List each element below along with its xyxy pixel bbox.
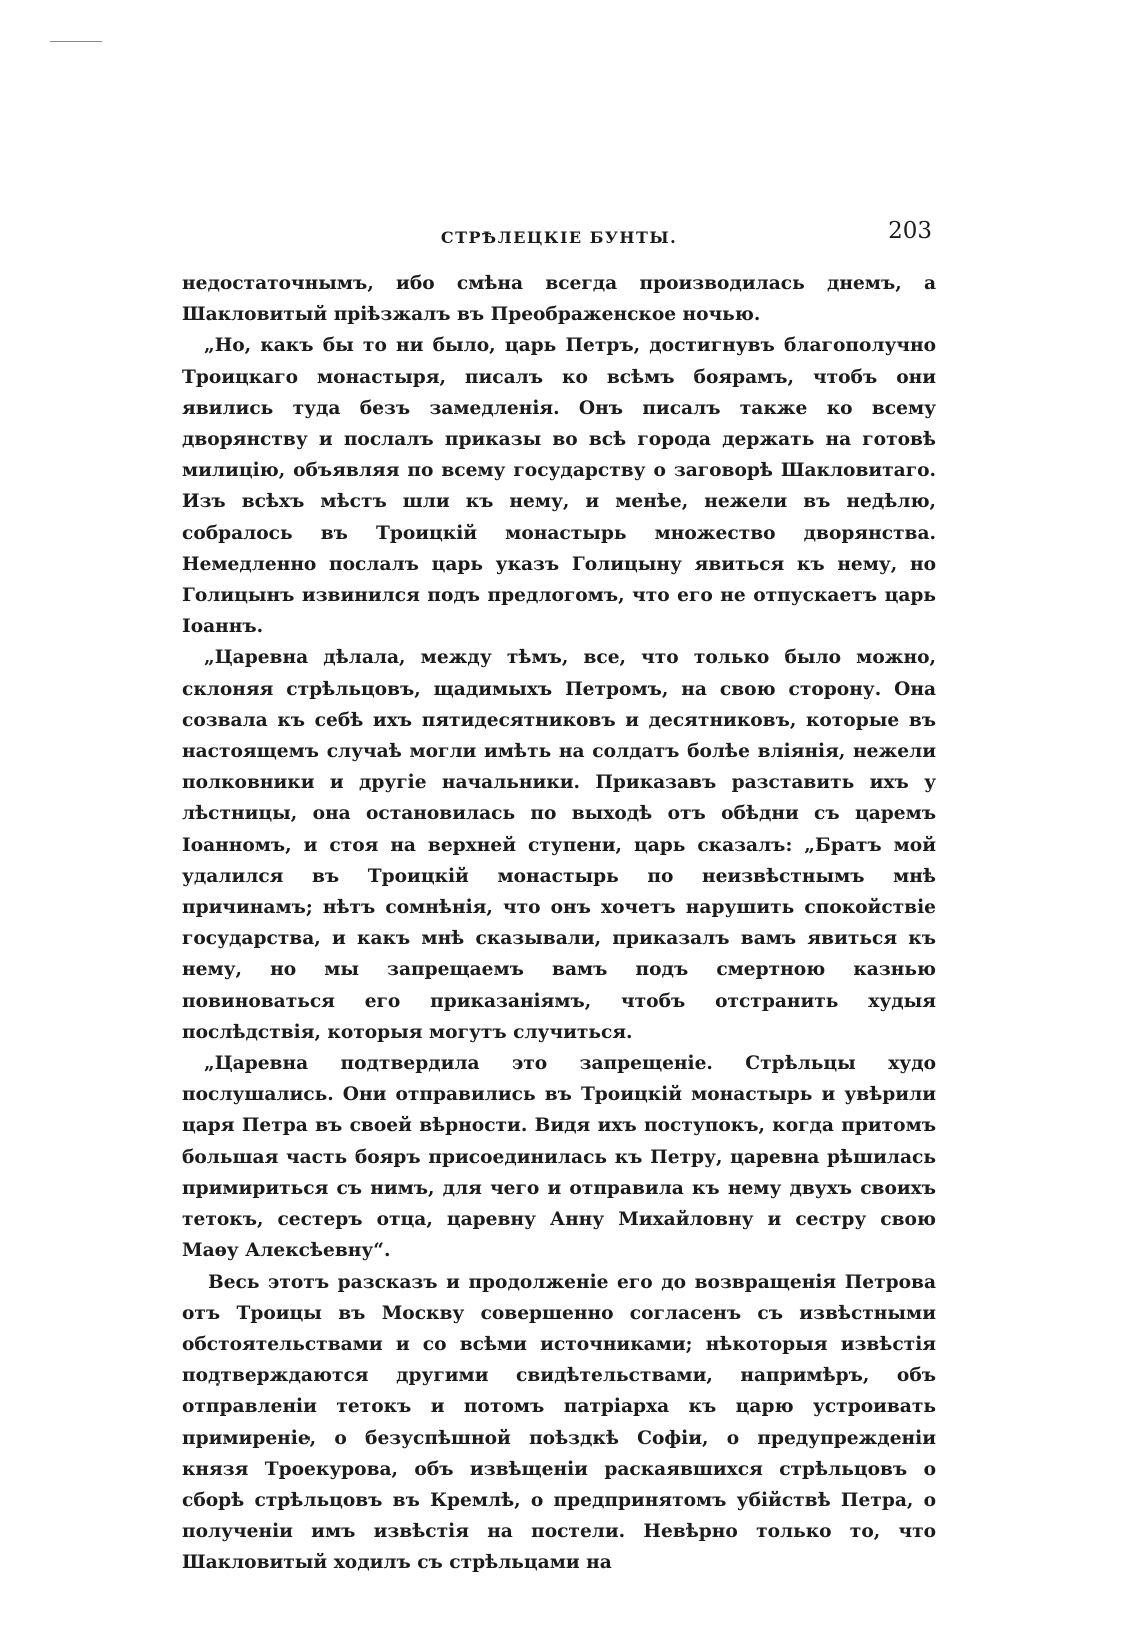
book-page [182,218,936,1579]
page-body [182,268,936,1579]
paragraph-quote-prohibition: „Царевна подтвердила это запрещеніе. Стрѣльцы худо послушались. Они отправились въ Троицкій монастырь и увѣрили царя Петра въ своей вѣрности. Видя ихъ поступокъ, когда притомъ большая часть бояръ присоединилась къ Петру, царевна рѣшилась примириться съ нимъ, для чего и отправила къ нему двухъ своихъ тетокъ, сестеръ отца, царевну Анну Михайловну и сестру свою Маѳу Алексѣевну“. [182,1053,936,1262]
running-title: СТРѢЛЕЦКІЕ БУНТЫ. [440,228,678,247]
paragraph-continuation: недостаточнымъ, ибо смѣна всегда производилась днемъ, а Шакловитый пріѣзжалъ въ Преображенское ночью. [182,273,936,326]
paragraph-commentary: Весь этотъ разсказъ и продолженіе его до возвращенія Петрова отъ Троицы въ Москву совершенно согласенъ съ извѣстными обстоятельствами и со всѣми источниками; нѣкоторыя извѣстія подтверждаются другими свидѣтельствами, напримѣръ, объ отправленіи тетокъ и потомъ патріарха къ царю устроивать примиреніе, о безуспѣшной поѣздкѣ Софіи, о предупрежденіи князя Троекурова, объ извѣщеніи раскаявшихся стрѣльцовъ о сборѣ стрѣльцовъ въ Кремлѣ, о предпринятомъ убійствѣ Петра, о полученіи имъ извѣстія на постели. Невѣрно только то, что Шакловитый ходилъ съ стрѣльцами на [182,1271,936,1574]
paragraph-quote-troitsa: „Но, какъ бы то ни было, царь Петръ, достигнувъ благополучно Троицкаго монастыря, писалъ ко всѣмъ боярамъ, чтобъ они явились туда безъ замедленія. Онъ писалъ также ко всему дворянству и послалъ приказы во всѣ города держать на готовѣ милицію, объявляя по всему государству о заговорѣ Шакловитаго. Изъ всѣхъ мѣстъ шли къ нему, и менѣе, нежели въ недѣлю, собралось въ Троицкій монастырь множество дворянства. Немедленно послалъ царь указъ Голицыну явиться къ нему, но Голицынъ извинился подъ предлогомъ, что его не отпускаетъ царь Іоаннъ. [182,335,936,638]
scan-edge-mark [50,41,102,42]
running-head [182,218,936,258]
paragraph-quote-tsarevna: „Царевна дѣлала, между тѣмъ, все, что только было можно, склоняя стрѣльцовъ, щадимыхъ Петромъ, на свою сторону. Она созвала къ себѣ ихъ пятидесятниковъ и десятниковъ, которые въ настоящемъ случаѣ могли имѣть на солдатъ болѣе вліянія, нежели полковники и другіе начальники. Приказавъ разставить ихъ у лѣстницы, она остановилась по выходѣ отъ обѣдни съ царемъ Іоанномъ, и стоя на верхней ступени, царь сказалъ: „Братъ мой удалился въ Троицкій монастырь по неизвѣстнымъ мнѣ причинамъ; нѣтъ сомнѣнія, что онъ хочетъ нарушить спокойствіе государства, и какъ мнѣ сказывали, приказалъ вамъ явиться къ нему, но мы запрещаемъ вамъ подъ смертною казнью повиноваться его приказаніямъ, чтобъ отстранить худыя послѣдствія, которыя могутъ случиться. [182,647,936,1043]
page-number: 203 [888,218,932,244]
